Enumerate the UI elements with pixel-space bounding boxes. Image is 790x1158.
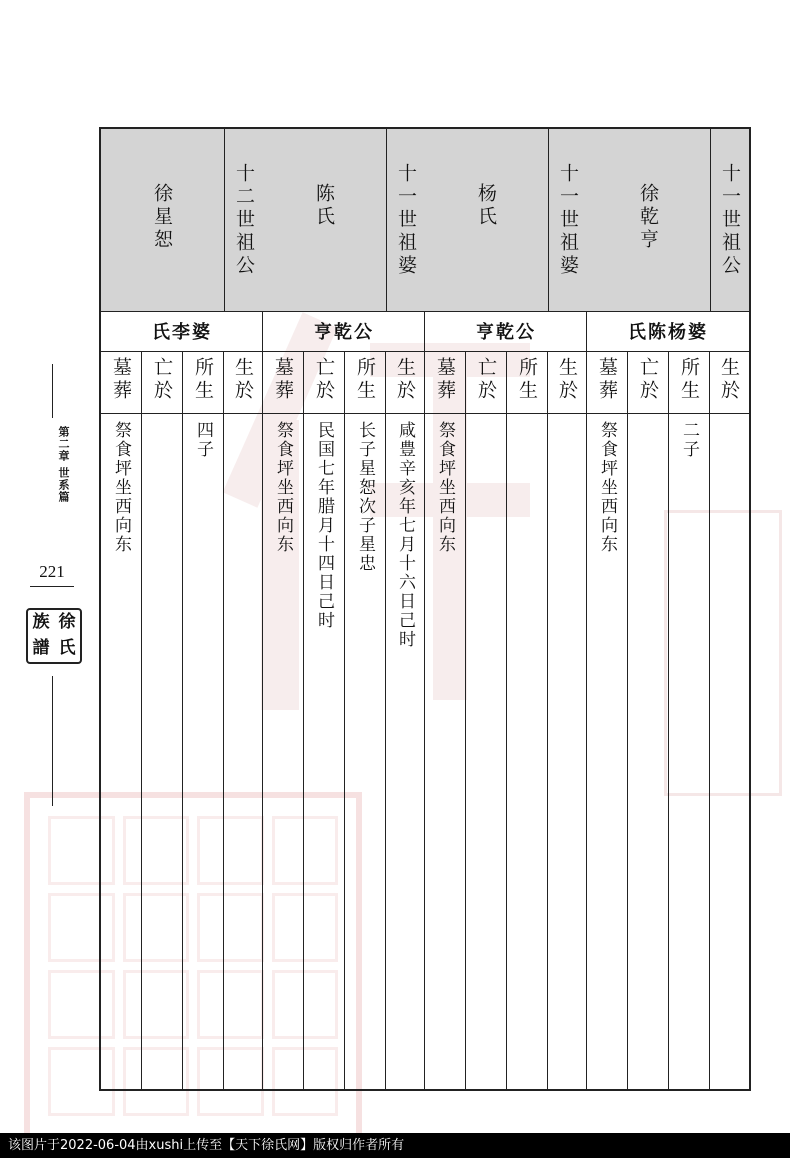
generation-label: 十二世祖公 (233, 163, 255, 278)
family-register-logo (26, 608, 82, 664)
page-number-rule (30, 586, 74, 587)
name-cell (101, 129, 223, 311)
value-burial: 祭食坪坐西向东 (111, 421, 131, 554)
person-name: 陈氏 (313, 183, 335, 229)
column-divider (668, 351, 669, 1089)
person-header (425, 129, 587, 312)
value-children: 长子星恕次子星忠 (355, 421, 375, 573)
generation-cell (386, 129, 425, 311)
spine-rule-bottom (52, 676, 53, 806)
logo-char: 徐 (58, 612, 76, 632)
spouse-cell: 氏陈杨婆 (587, 311, 749, 352)
column-divider (303, 351, 304, 1089)
label-burial: 墓葬 (110, 357, 132, 403)
label-born: 生於 (718, 357, 740, 403)
genealogy-table (99, 127, 751, 1091)
value-children: 二子 (679, 421, 699, 459)
column-divider (182, 351, 183, 1089)
name-cell (263, 129, 385, 311)
value-born: 咸豊辛亥年七月十六日己时 (395, 421, 415, 649)
person-name: 徐乾亨 (637, 183, 659, 252)
label-born: 生於 (232, 357, 254, 403)
column-divider (709, 351, 710, 1089)
person-name: 徐星恕 (151, 183, 173, 252)
generation-label: 十一世祖婆 (557, 163, 579, 278)
generation-cell (224, 129, 263, 311)
value-died: 民国七年腊月十四日己时 (314, 421, 334, 630)
value-burial: 祭食坪坐西向东 (597, 421, 617, 554)
person-header (587, 129, 749, 312)
label-children: 所生 (354, 357, 376, 403)
label-died: 亡於 (151, 357, 173, 403)
generation-cell (548, 129, 587, 311)
generation-label: 十一世祖婆 (395, 163, 417, 278)
person-name: 杨氏 (475, 183, 497, 229)
label-burial: 墓葬 (272, 357, 294, 403)
chapter-title: 第二章 世系篇 (57, 426, 70, 503)
label-children: 所生 (516, 357, 538, 403)
label-born: 生於 (556, 357, 578, 403)
spine-rule-top (52, 364, 53, 418)
label-burial: 墓葬 (596, 357, 618, 403)
upload-notice-bar: 该图片于2022-06-04由xushi上传至【天下徐氏网】版权归作者所有 (0, 1133, 790, 1158)
label-children: 所生 (192, 357, 214, 403)
spouse-cell: 氏李婆 (101, 311, 263, 352)
person-block-1 (587, 129, 749, 1089)
label-died: 亡於 (637, 357, 659, 403)
label-died: 亡於 (313, 357, 335, 403)
label-burial: 墓葬 (434, 357, 456, 403)
person-block-3 (263, 129, 425, 1089)
column-divider (385, 351, 386, 1089)
column-divider (141, 351, 142, 1089)
generation-label: 十一世祖公 (719, 163, 741, 278)
column-divider (547, 351, 548, 1089)
logo-char: 譜 (32, 638, 50, 658)
column-divider (344, 351, 345, 1089)
column-divider (465, 351, 466, 1089)
column-divider (627, 351, 628, 1089)
person-header (263, 129, 425, 312)
column-divider (506, 351, 507, 1089)
name-cell (425, 129, 547, 311)
name-cell (587, 129, 709, 311)
label-born: 生於 (394, 357, 416, 403)
person-block-4 (101, 129, 263, 1089)
spouse-cell: 亨乾公 (425, 311, 587, 352)
spouse-cell: 亨乾公 (263, 311, 425, 352)
person-header (101, 129, 263, 312)
label-died: 亡於 (475, 357, 497, 403)
page-number: 221 (39, 562, 65, 581)
value-children: 四子 (193, 421, 213, 459)
value-burial: 祭食坪坐西向东 (435, 421, 455, 554)
person-block-2 (425, 129, 587, 1089)
column-divider (223, 351, 224, 1089)
label-children: 所生 (678, 357, 700, 403)
value-burial: 祭食坪坐西向东 (273, 421, 293, 554)
generation-cell (710, 129, 749, 311)
logo-char: 氏 (58, 638, 76, 658)
logo-char: 族 (32, 612, 50, 632)
